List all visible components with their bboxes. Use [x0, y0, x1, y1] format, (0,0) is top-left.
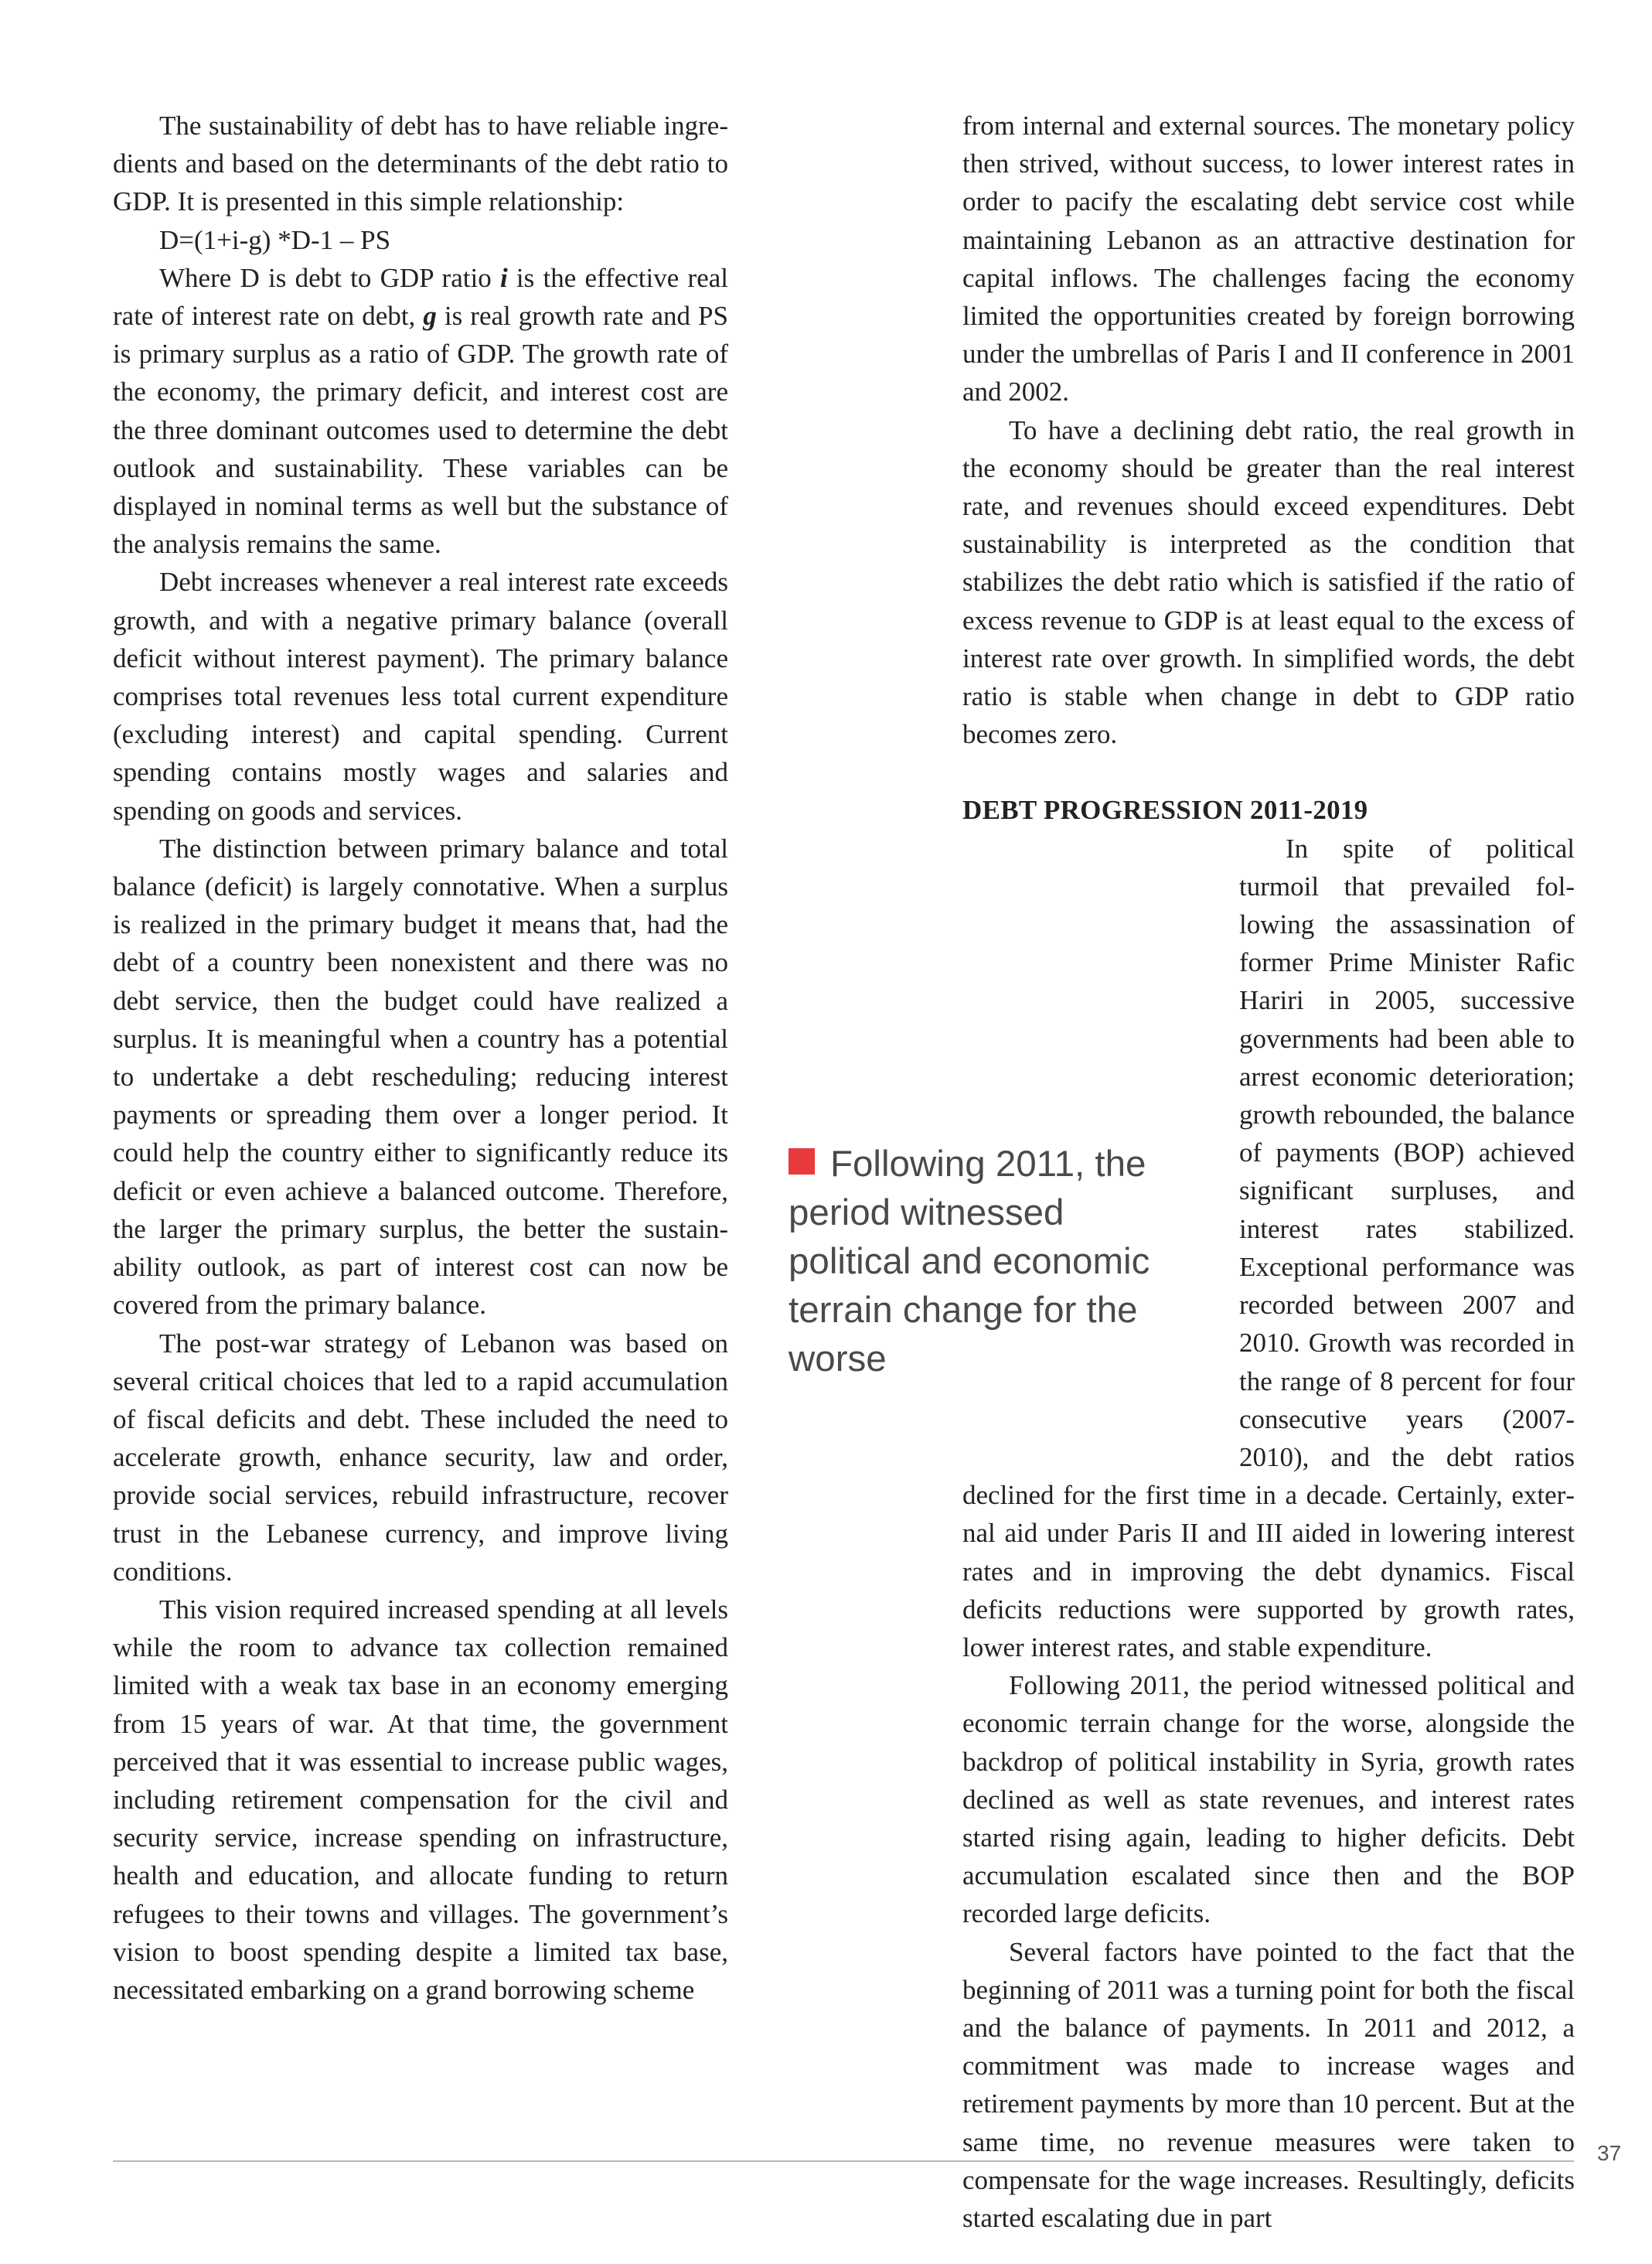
paragraph: The sustainability of debt has to have reliable ingredients and based on the determinants of the debt ratio to GDP. It is presented in this simple relationship: [113, 111, 728, 217]
paragraph: The post-war strategy of Lebanon was based on several critical choices that led to a rapid accumulation of fiscal deficits and debt. These included the need to accelerate growth, enhance security, law and order, provide social services, rebuild infrastructure, recover trust in the Lebanese currency, and improve living conditions. [113, 1328, 728, 1587]
paragraph: from internal and external sources. The monetary policy then strived, without success, to lower interest rates in order to pacify the escalating debt service cost while maintaining Lebanon as an attractive destination for capital inflows. The challenges facing the economy limited the opportunities created by foreign borrowing under the umbrellas of Paris I and II conference in 2001 and 2002. [962, 111, 1575, 407]
paragraph: In spite of political turmoil that prevailed following the assassination of former Prime Minister Rafic Hariri in 2005, successive governments had been able to arrest economic deterioration; growth rebounded, the balance of payments (BOP) achieved significant surpluses, and interest rates stabilized. Exceptional performance was recorded between 2007 and 2010. Growth was recorded in the range of 8 percent for four consecutive years (2007-2010), and the debt ratios declined for the first time in a decade. Certainly, external aid under Paris II and III aided in lowering interest rates and in improving the debt dynamics. Fiscal deficits reductions were supported by growth rates, lower interest rates, and stable expenditure. [962, 833, 1575, 1662]
debt-formula: D=(1+i-g) *D-1 – PS [159, 224, 391, 255]
paragraph: This vision required increased spending at all levels while the room to advance tax collection remained limited with a weak tax base in an economy emerging from 15 years of war. At that time, the government perceived that it was essential to increase public wages, including retirement compensation for the civil and security service, increase spending on infrastructure, health and education, and allocate funding to return refugees to their towns and villages. The government’s vision to boost spending despite a limited tax base, necessitated embarking on a grand borrowing scheme [113, 1594, 728, 2005]
pull-quote [789, 1140, 1190, 1383]
paragraph: Debt increases whenever a real interest rate exceeds growth, and with a negative primary balance (overall deficit without interest payment). The primary balance comprises total revenues less total current expenditure (excluding interest) and capital spending. Current spending contains mostly wages and salaries and spending on goods and services. [113, 567, 728, 826]
paragraph: Following 2011, the period witnessed political and economic terrain change for the worse, alongside the backdrop of political instability in Syria, growth rates declined as well as state revenues, and interest rates started rising again, leading to higher deficits. Debt accumulation escalated since then and the BOP recorded large deficits. [962, 1670, 1575, 1929]
page-number: 37 [1597, 2141, 1622, 2165]
footer-divider [113, 2160, 1574, 2162]
red-square-icon [789, 1148, 815, 1175]
paragraph: The distinction between primary balance and total balance (deficit) is largely connotative. When a surplus is realized in the primary budget it means that, had the debt of a country been nonexistent and there was no debt service, then the budget could have realized a surplus. It is meaningful when a country has a potential to undertake a debt rescheduling; reducing interest payments or spreading them over a longer period. It could help the country either to significantly reduce its deficit or even achieve a balanced outcome. Therefore, the larger the primary surplus, the better the sustainability outlook, as part of interest cost can now be covered from the primary balance. [113, 833, 728, 1321]
paragraph: To have a declining debt ratio, the real growth in the economy should be greater than the real interest rate, and revenues should exceed expenditures. Debt sustainability is interpreted as the condition that stabilizes the debt ratio which is satisfied if the ratio of excess revenue to GDP is at least equal to the excess of interest rate over growth. In simplified words, the debt ratio is stable when change in debt to GDP ratio becomes zero. [962, 414, 1575, 750]
variable-i: i [499, 262, 508, 293]
left-column [113, 107, 728, 2009]
section-heading: DEBT PROGRESSION 2011-2019 [962, 795, 1368, 826]
paragraph: Where D is debt to GDP ratio i is the effective real rate of interest rate on debt, g is real growth rate and PS is primary surplus as a ratio of GDP. The growth rate of the economy, the primary deficit, and interest cost are the three dominant outcomes used to determine the debt outlook and sustainability. These variables can be displayed in nominal terms as well but the substance of the analysis remains the same. [113, 262, 728, 560]
pull-quote-text: Following 2011, the period witnessed political and economic terrain change for the worse [789, 1144, 1150, 1379]
paragraph: Several factors have pointed to the fact that the beginning of 2011 was a turning point for both the fiscal and the balance of payments. In 2011 and 2012, a commitment was made to increase wages and retirement payments by more than 10 percent. But at the same time, no revenue measures were taken to compensate for the wage increases. Resultingly, deficits started escalating due in part [962, 1936, 1575, 2233]
variable-g: g [423, 301, 437, 332]
